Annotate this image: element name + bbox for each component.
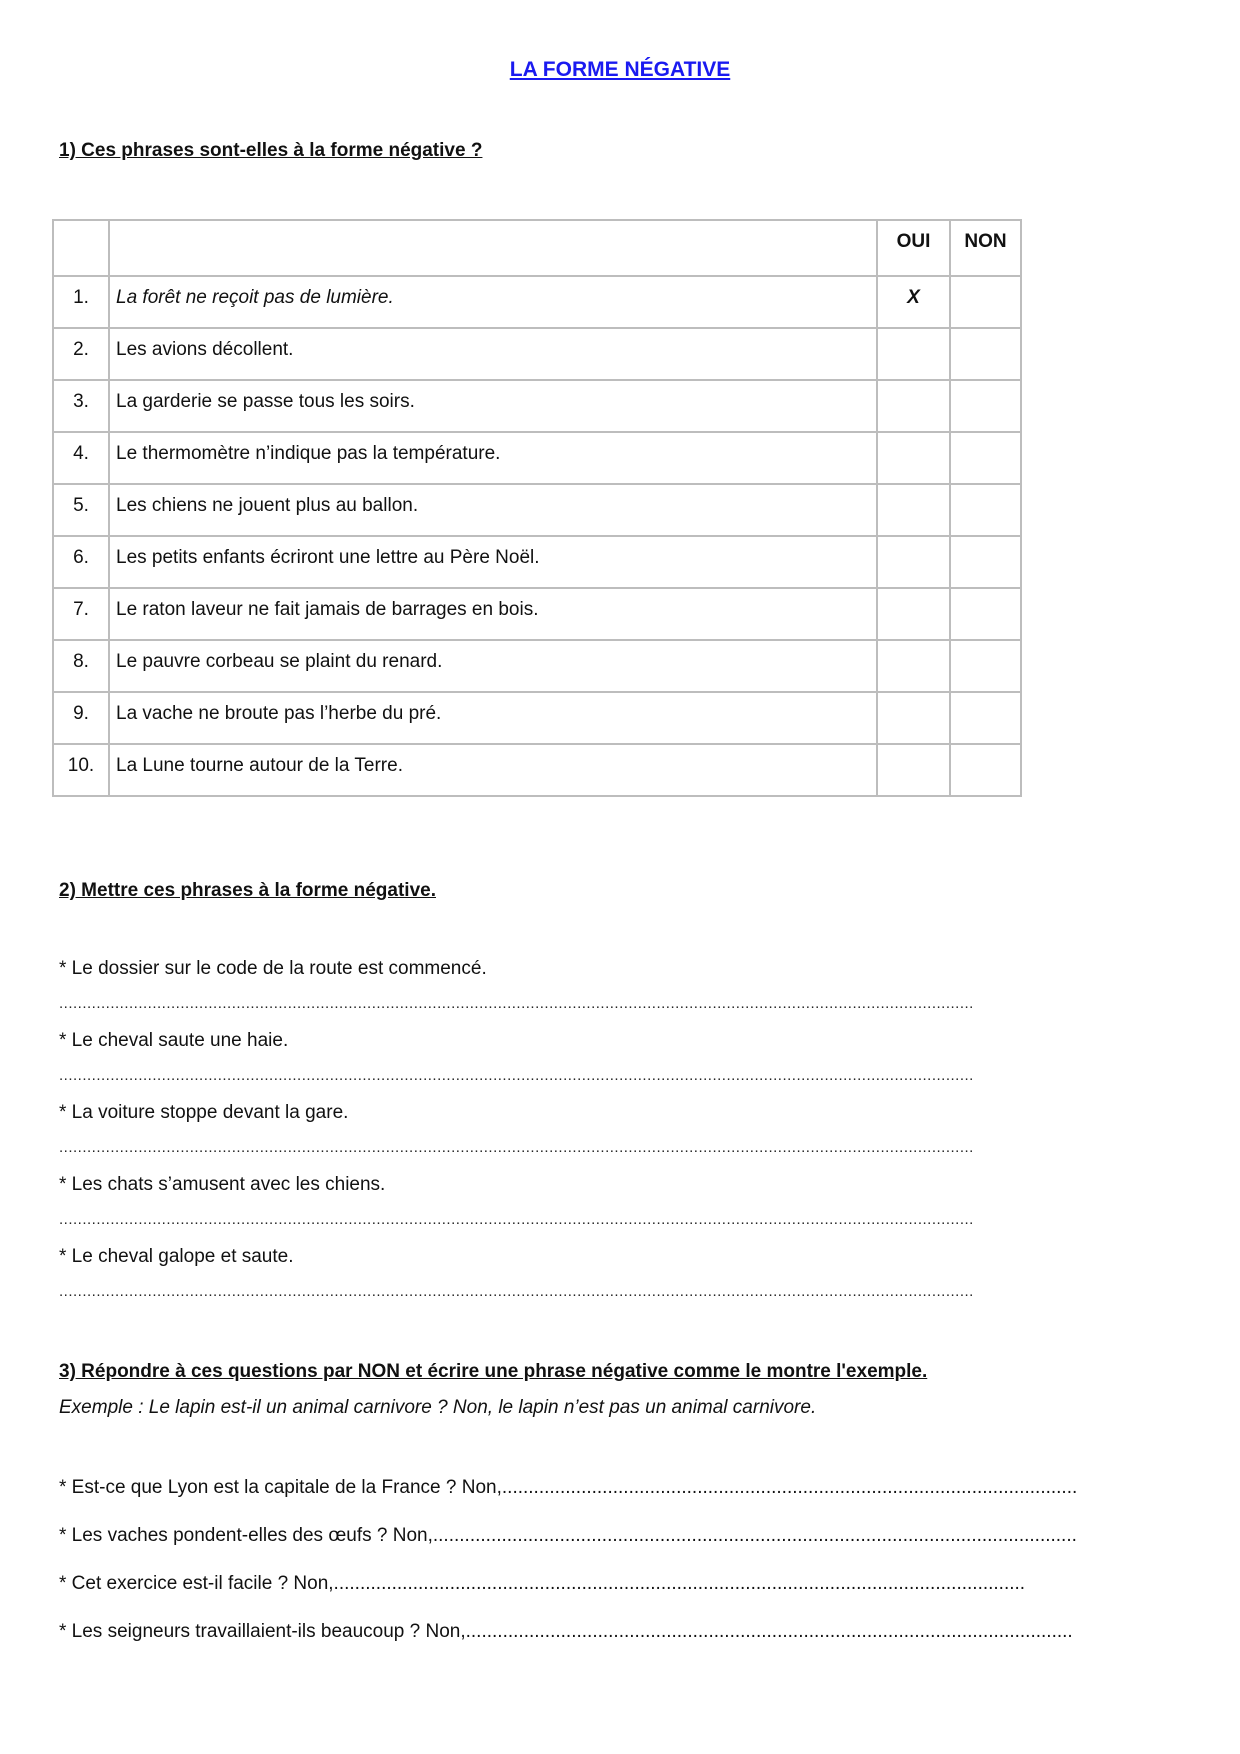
row-sentence: Les chiens ne jouent plus au ballon. xyxy=(109,484,877,536)
non-checkbox-cell[interactable] xyxy=(950,744,1021,796)
negation-table xyxy=(52,219,1022,797)
row-sentence: La garderie se passe tous les soirs. xyxy=(109,380,877,432)
oui-checkbox-cell[interactable] xyxy=(877,380,950,432)
row-sentence: La Lune tourne autour de la Terre. xyxy=(109,744,877,796)
answer-line[interactable]: .................................................................................................................................................................................................... xyxy=(59,995,974,1012)
oui-checkbox-cell[interactable] xyxy=(877,692,950,744)
table-row xyxy=(53,328,1021,380)
page-title: LA FORME NÉGATIVE xyxy=(509,58,731,81)
non-checkbox-cell[interactable] xyxy=(950,692,1021,744)
section1-heading: 1) Ces phrases sont-elles à la forme négative ? xyxy=(59,140,483,161)
non-checkbox-cell[interactable] xyxy=(950,276,1021,328)
oui-checkbox-cell[interactable] xyxy=(877,484,950,536)
non-checkbox-cell[interactable] xyxy=(950,536,1021,588)
answer-line[interactable]: .................................................................................................................................................................................................... xyxy=(59,1139,974,1156)
row-number: 1. xyxy=(53,276,109,328)
row-sentence: La vache ne broute pas l’herbe du pré. xyxy=(109,692,877,744)
row-number: 7. xyxy=(53,588,109,640)
oui-checkbox-cell[interactable] xyxy=(877,588,950,640)
row-sentence: La forêt ne reçoit pas de lumière. xyxy=(109,276,877,328)
row-sentence: Les avions décollent. xyxy=(109,328,877,380)
row-sentence: Le raton laveur ne fait jamais de barrages en bois. xyxy=(109,588,877,640)
table-row xyxy=(53,588,1021,640)
header-sentence-cell xyxy=(109,220,877,276)
row-sentence: Le thermomètre n’indique pas la température. xyxy=(109,432,877,484)
row-number: 8. xyxy=(53,640,109,692)
oui-checkbox-cell[interactable] xyxy=(877,536,950,588)
non-checkbox-cell[interactable] xyxy=(950,484,1021,536)
row-number: 3. xyxy=(53,380,109,432)
oui-checkbox-cell[interactable]: X xyxy=(877,276,950,328)
table-row xyxy=(53,640,1021,692)
header-non: NON xyxy=(950,220,1021,276)
answer-line[interactable]: .................................................................................................................................................................................................... xyxy=(59,1283,974,1300)
row-sentence: Les petits enfants écriront une lettre au Père Noël. xyxy=(109,536,877,588)
exercise-sentence: * La voiture stoppe devant la gare. xyxy=(59,1102,349,1123)
table-row xyxy=(53,484,1021,536)
oui-checkbox-cell[interactable] xyxy=(877,640,950,692)
row-number: 6. xyxy=(53,536,109,588)
table-row xyxy=(53,744,1021,796)
table-row xyxy=(53,536,1021,588)
section3-heading: 3) Répondre à ces questions par NON et écrire une phrase négative comme le montre l'exemple. xyxy=(59,1361,928,1382)
row-number: 10. xyxy=(53,744,109,796)
answer-line[interactable]: .................................................................................................................................................................................................... xyxy=(59,1067,974,1084)
question-line[interactable]: * Cet exercice est-il facile ? Non,................................................................................................................................... xyxy=(59,1573,1026,1594)
row-number: 9. xyxy=(53,692,109,744)
table-row xyxy=(53,276,1021,328)
table-header-row xyxy=(53,220,1021,276)
section2-heading: 2) Mettre ces phrases à la forme négative. xyxy=(59,880,436,901)
answer-line[interactable]: .................................................................................................................................................................................................... xyxy=(59,1211,974,1228)
oui-checkbox-cell[interactable] xyxy=(877,432,950,484)
non-checkbox-cell[interactable] xyxy=(950,640,1021,692)
exercise-sentence: * Le cheval galope et saute. xyxy=(59,1246,294,1267)
oui-checkbox-cell[interactable] xyxy=(877,328,950,380)
table-row xyxy=(53,380,1021,432)
question-line[interactable]: * Les vaches pondent-elles des œufs ? Non,.......................................................................................................................... xyxy=(59,1525,1077,1546)
question-line[interactable]: * Est-ce que Lyon est la capitale de la France ? Non,............................................................................................................. xyxy=(59,1477,1078,1498)
non-checkbox-cell[interactable] xyxy=(950,380,1021,432)
header-oui: OUI xyxy=(877,220,950,276)
non-checkbox-cell[interactable] xyxy=(950,432,1021,484)
row-number: 4. xyxy=(53,432,109,484)
example-sentence: Exemple : Le lapin est-il un animal carnivore ? Non, le lapin n’est pas un animal carnivore. xyxy=(59,1397,817,1418)
non-checkbox-cell[interactable] xyxy=(950,328,1021,380)
non-checkbox-cell[interactable] xyxy=(950,588,1021,640)
exercise-sentence: * Le dossier sur le code de la route est commencé. xyxy=(59,958,487,979)
row-number: 2. xyxy=(53,328,109,380)
table-row xyxy=(53,432,1021,484)
exercise-sentence: * Le cheval saute une haie. xyxy=(59,1030,289,1051)
row-number: 5. xyxy=(53,484,109,536)
table-row xyxy=(53,692,1021,744)
question-line[interactable]: * Les seigneurs travaillaient-ils beaucoup ? Non,................................................................................................................... xyxy=(59,1621,1073,1642)
row-sentence: Le pauvre corbeau se plaint du renard. xyxy=(109,640,877,692)
header-num-cell xyxy=(53,220,109,276)
oui-checkbox-cell[interactable] xyxy=(877,744,950,796)
exercise-sentence: * Les chats s’amusent avec les chiens. xyxy=(59,1174,386,1195)
